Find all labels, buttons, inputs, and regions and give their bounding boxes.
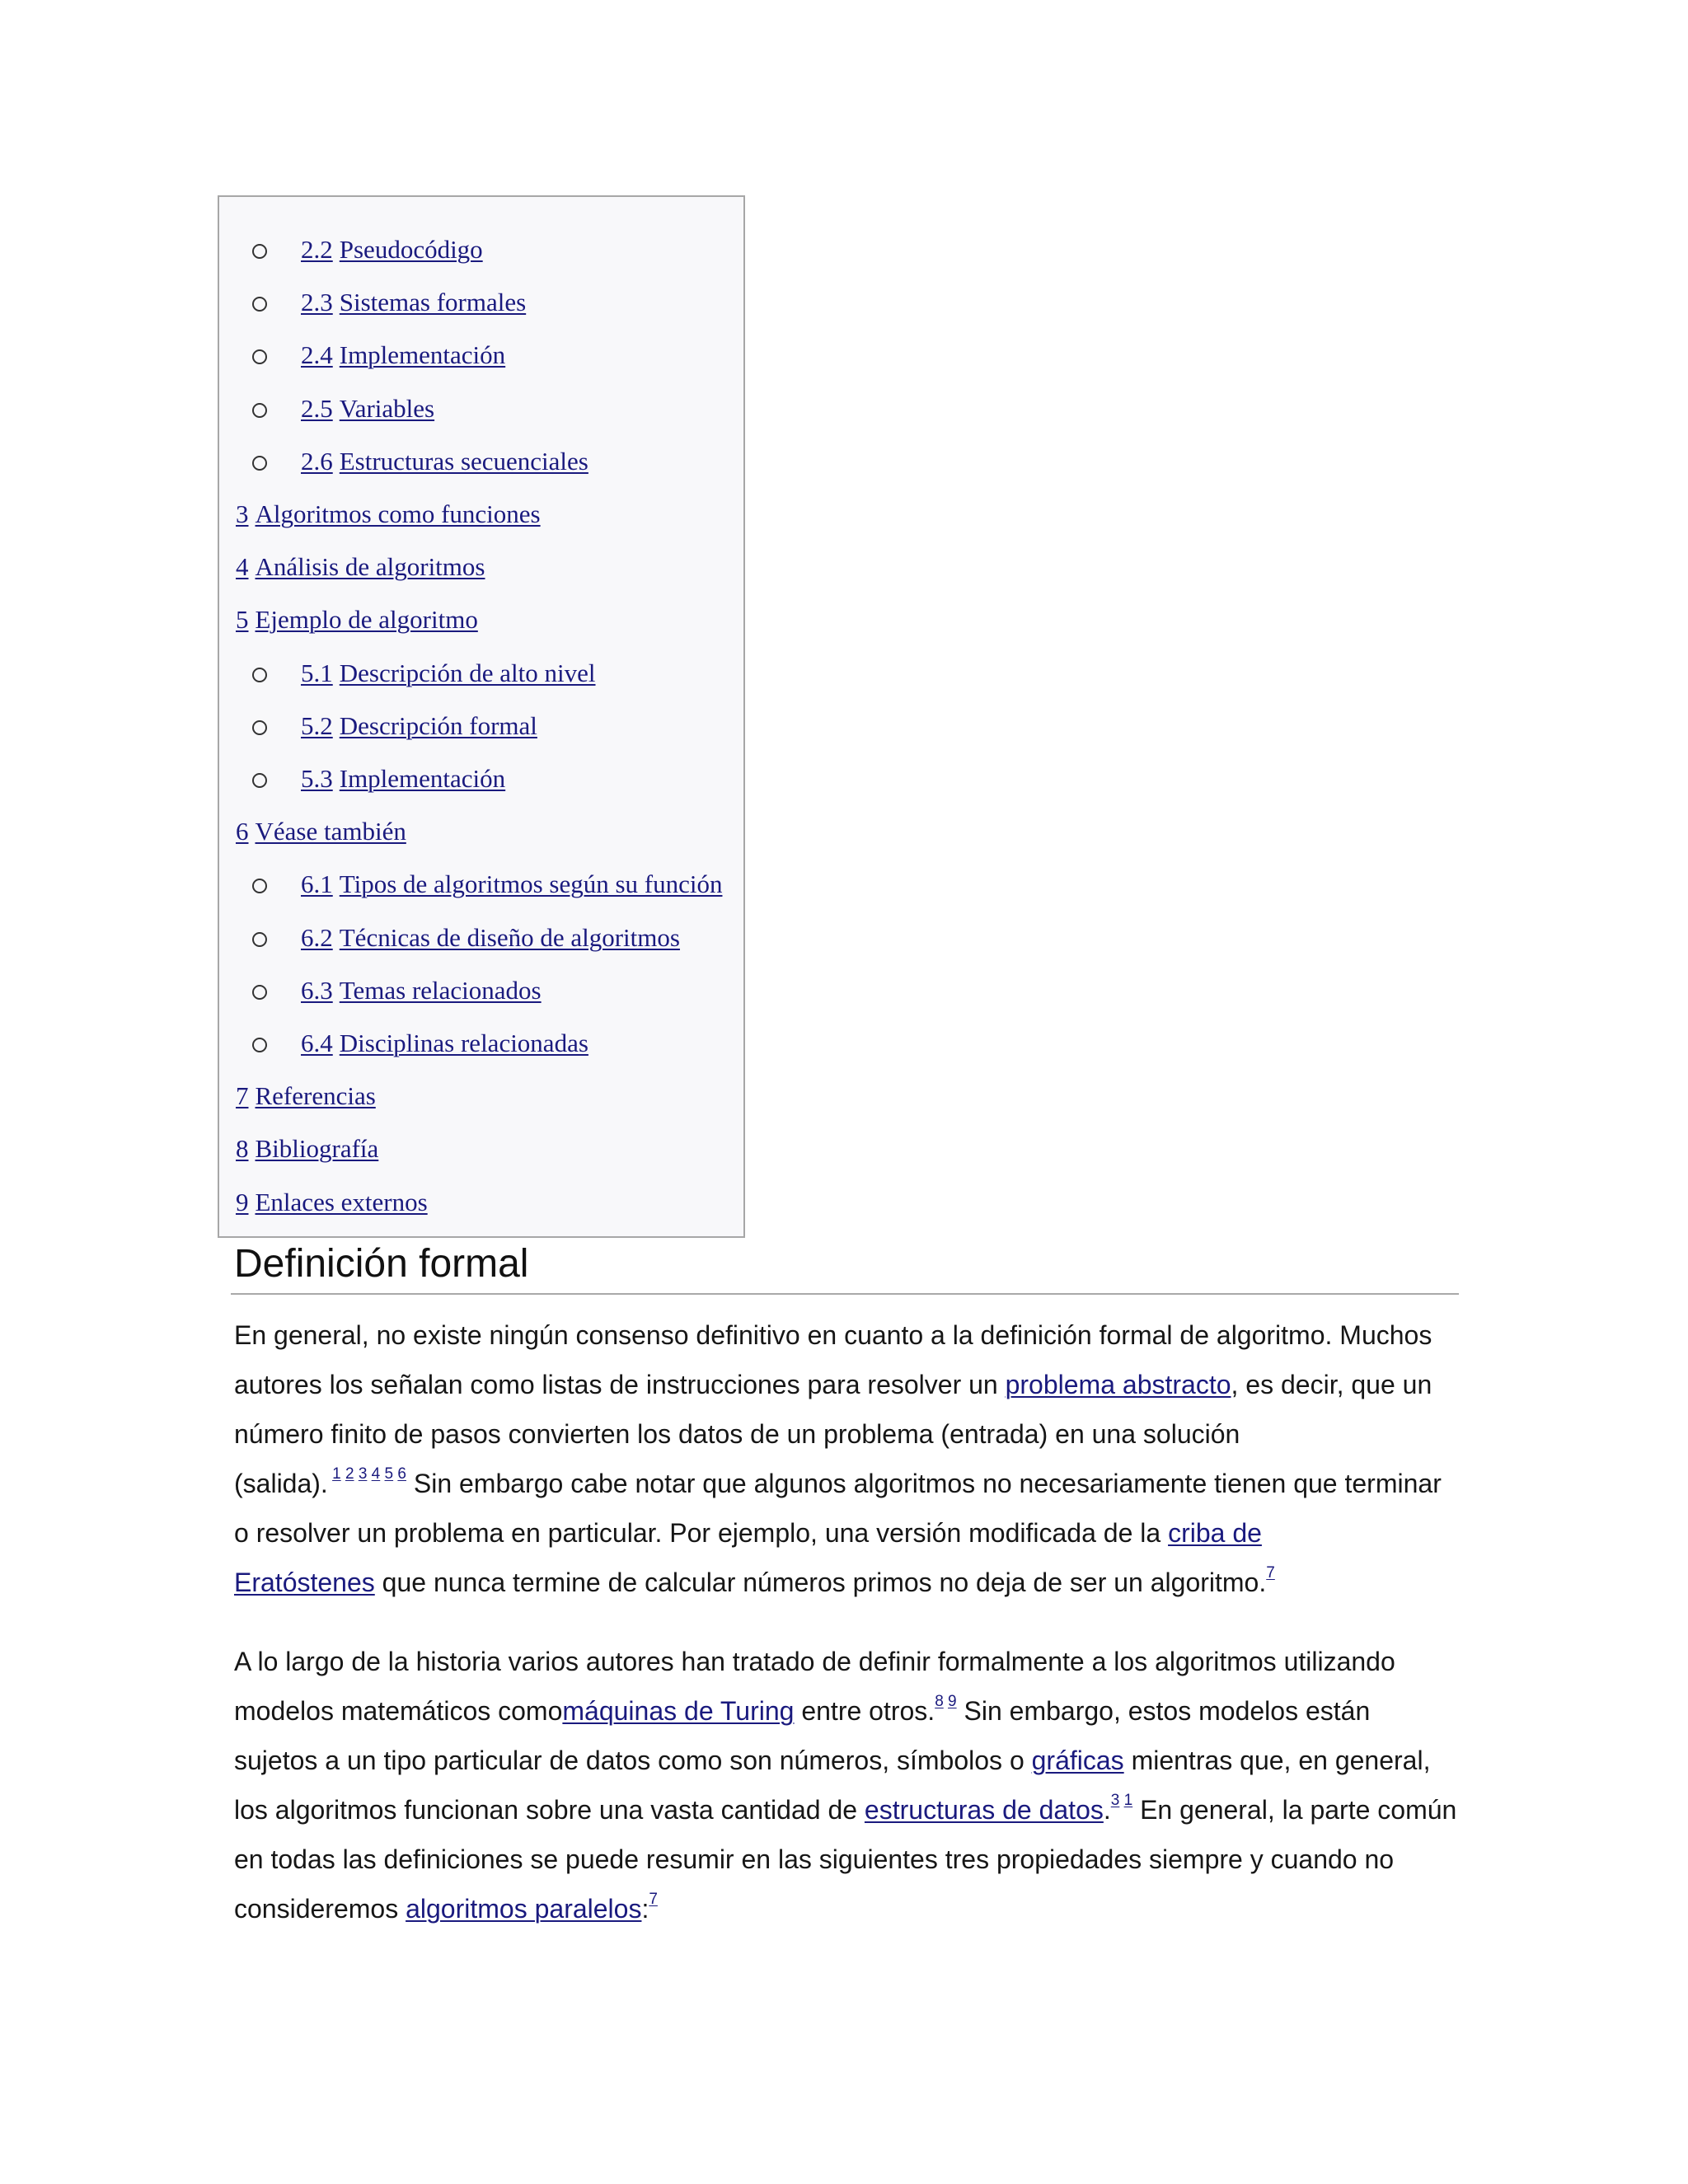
toc-item-number-link[interactable]: 9 xyxy=(236,1188,249,1216)
text: : xyxy=(641,1894,649,1924)
toc-item-number-link[interactable]: 4 xyxy=(236,552,249,581)
bullet-circle-icon xyxy=(252,349,267,364)
heading-divider xyxy=(231,1293,1459,1295)
paragraph-line xyxy=(234,1744,1430,1777)
toc-item-label-link[interactable]: Ejemplo de algoritmo xyxy=(255,605,478,634)
toc-item-number-link[interactable]: 5 xyxy=(236,605,249,634)
section-heading: Definición formal xyxy=(234,1242,529,1286)
bullet-circle-icon xyxy=(252,403,267,418)
toc-item-label-link[interactable]: Tipos de algoritmos según su función xyxy=(339,869,723,898)
reference-link[interactable]: 3 xyxy=(1110,1791,1120,1809)
reference-link[interactable]: 1 xyxy=(1123,1791,1133,1809)
toc-item-label-link[interactable]: Estructuras secuenciales xyxy=(339,447,588,476)
toc-item-number-link[interactable]: 2.4 xyxy=(301,340,333,369)
toc-item-number-link[interactable]: 8 xyxy=(236,1134,249,1163)
text: Sin embargo cabe notar que algunos algoritmos no necesariamente tienen que terminar xyxy=(406,1469,1442,1498)
text: modelos matemáticos como xyxy=(234,1696,563,1726)
link-criba-de-eratostenes[interactable]: criba de xyxy=(1168,1518,1262,1548)
paragraph-line xyxy=(234,1563,1275,1599)
toc-item xyxy=(301,764,505,794)
paragraph-line xyxy=(234,1892,658,1925)
toc-item xyxy=(301,1029,588,1058)
toc-item xyxy=(301,869,722,899)
toc-item-number-link[interactable]: 7 xyxy=(236,1081,249,1110)
bullet-circle-icon xyxy=(252,932,267,947)
text: mientras que, en general, xyxy=(1123,1746,1431,1775)
text: los algoritmos funcionan sobre una vasta cantidad de xyxy=(234,1795,865,1825)
toc-item xyxy=(236,817,406,846)
bullet-circle-icon xyxy=(252,456,267,471)
reference-group xyxy=(1266,1564,1275,1582)
link-problema-abstracto[interactable]: problema abstracto xyxy=(1005,1370,1231,1399)
toc-item xyxy=(301,923,680,953)
toc-item-label-link[interactable]: Análisis de algoritmos xyxy=(255,552,485,581)
paragraph-line xyxy=(234,1843,1394,1876)
toc-item xyxy=(301,394,434,424)
bullet-circle-icon xyxy=(252,668,267,682)
reference-link[interactable]: 8 xyxy=(935,1692,944,1710)
link-estructuras-de-datos[interactable]: estructuras de datos xyxy=(864,1795,1104,1825)
toc-item xyxy=(236,605,478,635)
link-criba-de-eratostenes[interactable]: Eratóstenes xyxy=(234,1568,375,1597)
toc-item-number-link[interactable]: 5.3 xyxy=(301,764,333,793)
text: sujetos a un tipo particular de datos como son números, símbolos o xyxy=(234,1746,1032,1775)
reference-link[interactable]: 1 xyxy=(332,1465,341,1483)
toc-item-label-link[interactable]: Descripción formal xyxy=(339,711,537,740)
reference-link[interactable]: 7 xyxy=(1266,1563,1275,1582)
reference-group xyxy=(328,1465,406,1483)
toc-item-number-link[interactable]: 2.2 xyxy=(301,235,333,264)
toc-item xyxy=(301,976,542,1005)
bullet-circle-icon xyxy=(252,773,267,788)
toc-item-label-link[interactable]: Algoritmos como funciones xyxy=(255,499,541,528)
toc-item-number-link[interactable]: 6.2 xyxy=(301,923,333,952)
toc-item xyxy=(236,499,541,529)
toc-item xyxy=(236,1188,428,1217)
toc-item-label-link[interactable]: Bibliografía xyxy=(255,1134,379,1163)
toc-item-number-link[interactable]: 6.1 xyxy=(301,869,333,898)
paragraph-line xyxy=(234,1368,1432,1401)
paragraph-line xyxy=(234,1694,1370,1727)
toc-item-label-link[interactable]: Implementación xyxy=(339,764,506,793)
reference-link[interactable]: 7 xyxy=(649,1890,658,1908)
link-maquinas-de-turing[interactable]: máquinas de Turing xyxy=(562,1696,795,1726)
text: en todas las definiciones se puede resumir en las siguientes tres propiedades siempre y cuando no xyxy=(234,1844,1395,1874)
bullet-circle-icon xyxy=(252,879,267,893)
bullet-circle-icon xyxy=(252,720,267,735)
toc-item xyxy=(236,552,485,582)
paragraph-line xyxy=(234,1418,1240,1451)
toc-item-number-link[interactable]: 6 xyxy=(236,817,249,846)
text: consideremos xyxy=(234,1894,406,1924)
toc-item-label-link[interactable]: Descripción de alto nivel xyxy=(339,658,596,687)
bullet-circle-icon xyxy=(252,244,267,259)
text: o resolver un problema en particular. Por ejemplo, una versión modificada de la xyxy=(234,1518,1169,1548)
link-graficas[interactable]: gráficas xyxy=(1031,1746,1124,1775)
paragraph-line xyxy=(234,1793,1456,1826)
toc-item-label-link[interactable]: Implementación xyxy=(339,340,506,369)
bullet-circle-icon xyxy=(252,985,267,1000)
reference-link[interactable]: 9 xyxy=(948,1692,957,1710)
toc-item-number-link[interactable]: 5.2 xyxy=(301,711,333,740)
toc-item xyxy=(301,711,537,741)
reference-group xyxy=(649,1891,658,1908)
toc-item xyxy=(301,340,505,370)
toc-item xyxy=(301,288,526,317)
bullet-circle-icon xyxy=(252,297,267,312)
toc-item xyxy=(236,1134,378,1164)
toc-item-label-link[interactable]: Referencias xyxy=(255,1081,376,1110)
paragraph-line xyxy=(234,1319,1432,1352)
text: , es decir, que un xyxy=(1231,1370,1432,1399)
toc-item-label-link[interactable]: Variables xyxy=(339,394,435,423)
toc-item-number-link[interactable]: 6.3 xyxy=(301,976,333,1005)
toc-item-number-link[interactable]: 6.4 xyxy=(301,1029,333,1057)
toc-item-label-link[interactable]: Pseudocódigo xyxy=(339,235,483,264)
bullet-circle-icon xyxy=(252,1038,267,1052)
reference-link[interactable]: 4 xyxy=(371,1465,381,1483)
reference-link[interactable]: 5 xyxy=(384,1465,394,1483)
toc-item-label-link[interactable]: Enlaces externos xyxy=(255,1188,428,1216)
paragraph-line xyxy=(234,1467,1442,1500)
toc-item-number-link[interactable]: 5.1 xyxy=(301,658,333,687)
text: entre otros. xyxy=(794,1696,935,1726)
toc-item-label-link[interactable]: Técnicas de diseño de algoritmos xyxy=(339,923,680,952)
toc-item xyxy=(236,1081,376,1111)
text: autores los señalan como listas de instrucciones para resolver un xyxy=(234,1370,1006,1399)
toc-item-number-link[interactable]: 3 xyxy=(236,499,249,528)
toc-item-number-link[interactable]: 2.5 xyxy=(301,394,333,423)
reference-group xyxy=(1111,1792,1132,1809)
link-algoritmos-paralelos[interactable]: algoritmos paralelos xyxy=(406,1894,642,1924)
toc-item-label-link[interactable]: Véase también xyxy=(255,817,406,846)
text: . xyxy=(1103,1795,1111,1825)
reference-group xyxy=(935,1693,956,1710)
table-of-contents xyxy=(218,195,745,1238)
toc-item-number-link[interactable]: 2.6 xyxy=(301,447,333,476)
text: A lo largo de la historia varios autores han tratado de definir formalmente a los algoritmos utilizando xyxy=(234,1647,1395,1676)
text: que nunca termine de calcular números primos no deja de ser un algoritmo. xyxy=(374,1568,1267,1597)
text: número finito de pasos convierten los datos de un problema (entrada) en una solución xyxy=(234,1419,1240,1449)
reference-link[interactable]: 6 xyxy=(397,1465,406,1483)
toc-item xyxy=(301,658,596,688)
text: En general, no existe ningún consenso definitivo en cuanto a la definición formal de algoritmo. Muchos xyxy=(234,1320,1432,1350)
toc-item xyxy=(301,447,588,476)
toc-item-label-link[interactable]: Disciplinas relacionadas xyxy=(339,1029,588,1057)
reference-link[interactable]: 2 xyxy=(345,1465,354,1483)
text: En general, la parte común xyxy=(1132,1795,1457,1825)
paragraph-line xyxy=(234,1516,1262,1549)
text: Sin embargo, estos modelos están xyxy=(956,1696,1371,1726)
toc-item-label-link[interactable]: Sistemas formales xyxy=(339,288,527,316)
toc-item-label-link[interactable]: Temas relacionados xyxy=(339,976,542,1005)
toc-item xyxy=(301,235,483,265)
paragraph-line xyxy=(234,1645,1395,1678)
text: (salida). xyxy=(234,1469,328,1498)
reference-link[interactable]: 3 xyxy=(358,1465,368,1483)
toc-item-number-link[interactable]: 2.3 xyxy=(301,288,333,316)
